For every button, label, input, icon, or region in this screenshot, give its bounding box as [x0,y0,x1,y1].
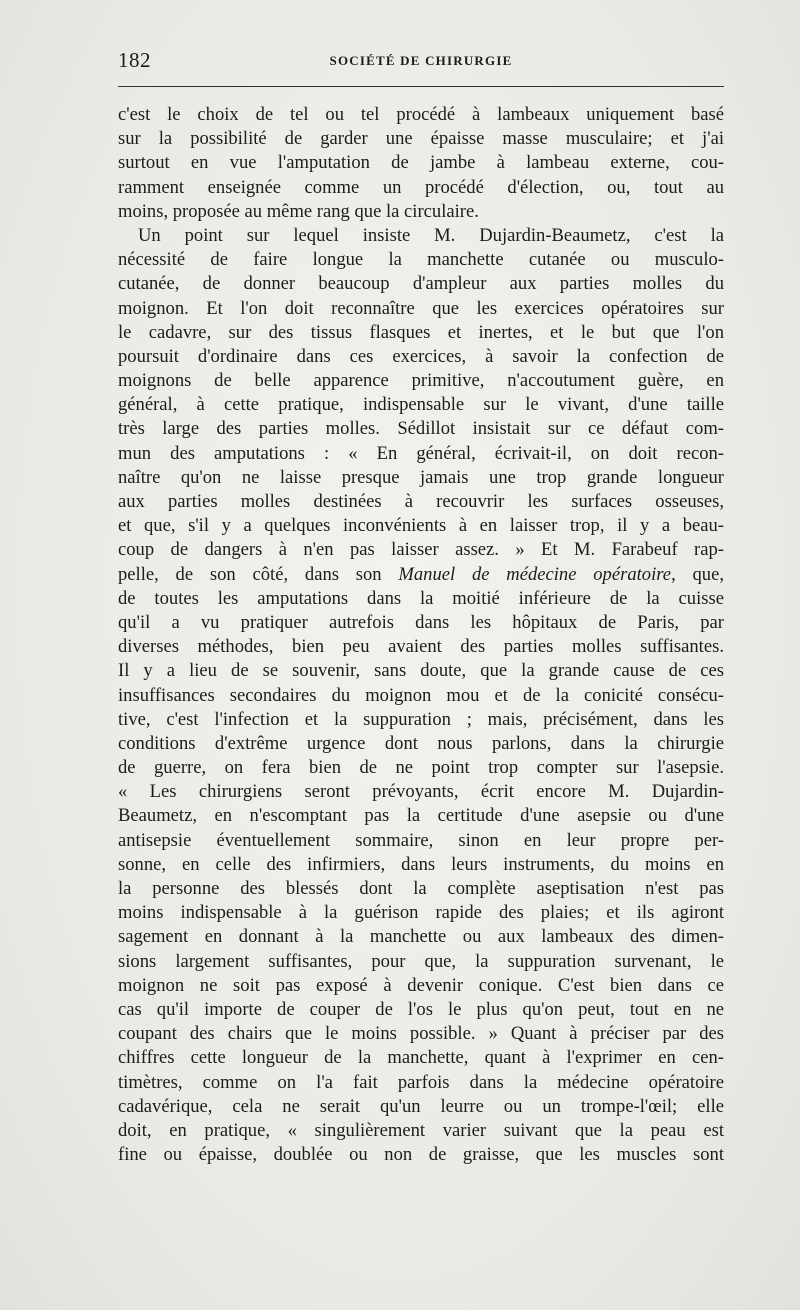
running-title: SOCIÉTÉ DE CHIRURGIE [329,53,513,68]
text-segment: pelle, de son côté, dans son [118,563,382,585]
text-line: ramment enseignée comme un procédé d'élection, ou, tout au [118,176,724,198]
text-line: diverses méthodes, bien peu avaient des parties molles suffisantes. [118,636,724,658]
body-text [118,103,724,1167]
text-line: cadavérique, cela ne serait qu'un leurre ou un trompe-l'œil; elle [118,1095,724,1117]
text-line: moignons de belle apparence primitive, n'accoutument guère, en [118,370,724,392]
text-line: sions largement suffisantes, pour que, la suppuration survenant, le [118,950,724,972]
text-line [118,563,724,587]
text-line: conditions d'extrême urgence dont nous parlons, dans la chirurgie [118,732,724,754]
text-line: mun des amputations : « En général, écrivait-il, on doit recon- [118,442,724,464]
text-line: chiffres cette longueur de la manchette, quant à l'exprimer en cen- [118,1047,724,1069]
text-line: moins indispensable à la guérison rapide des plaies; et ils agiront [118,902,724,924]
text-line: aux parties molles destinées à recouvrir les surfaces osseuses, [118,491,724,512]
header-rule [118,86,724,87]
text-line: très large des parties molles. Sédillot insistait sur ce défaut com- [118,418,724,440]
text-line: de toutes les amputations dans la moitié inférieure de la cuisse [118,587,724,609]
text-line: moignon. Et l'on doit reconnaître que les exercices opératoires sur [118,297,724,319]
text-line: insuffisances secondaires du moignon mou et de la conicité consécu- [118,684,724,706]
text-line: timètres, comme on l'a fait parfois dans la médecine opératoire [118,1071,724,1093]
text-line: coup de dangers à n'en pas laisser assez. » Et M. Farabeuf rap- [118,539,724,561]
text-line: Un point sur lequel insiste M. Dujardin-Beaumetz, c'est la [138,224,724,246]
text-line: cas qu'il importe de couper de l'os le plus qu'on peut, tout en ne [118,998,724,1020]
text-line: antisepsie éventuellement sommaire, sinon en leur propre per- [118,829,724,851]
page-header [118,48,724,72]
page-number: 182 [118,48,151,72]
text-line: Il y a lieu de se souvenir, sans doute, que la grande cause de ces [118,660,724,682]
text-line: général, à cette pratique, indispensable sur le vivant, d'une taille [118,394,724,416]
text-line: sur la possibilité de garder une épaisse masse musculaire; et j'ai [118,128,724,150]
text-line: naître qu'on ne laisse presque jamais une trop grande longueur [118,466,724,488]
text-line: moins, proposée au même rang que la circulaire. [118,200,479,222]
text-line: c'est le choix de tel ou tel procédé à lambeaux uniquement basé [118,104,724,125]
text-line: fine ou épaisse, doublée ou non de graisse, que les muscles sont [118,1144,724,1166]
text-line: nécessité de faire longue la manchette cutanée ou musculo- [118,249,724,271]
book-title: Manuel de médecine opératoire [398,563,672,585]
text-line: coupant des chairs que le moins possible. » Quant à préciser par des [118,1023,724,1045]
text-line: doit, en pratique, « singulièrement varier suivant que la peau est [118,1119,724,1141]
text-line: Beaumetz, en n'escomptant pas la certitude d'une asepsie ou d'une [118,805,724,827]
text-line: cutanée, de donner beaucoup d'ampleur aux parties molles du [118,273,724,295]
text-line: poursuit d'ordinaire dans ces exercices, à savoir la confection de [118,345,724,367]
text-line: de guerre, on fera bien de ne point trop compter sur l'asepsie. [118,757,724,779]
text-line: le cadavre, sur des tissus flasques et inertes, et le but que l'on [118,321,724,343]
text-line: et que, s'il y a quelques inconvénients à en laisser trop, il y a beau- [118,515,724,537]
text-line: surtout en vue l'amputation de jambe à lambeau externe, cou- [118,152,724,174]
text-line: tive, c'est l'infection et la suppuration ; mais, précisément, dans les [118,708,724,730]
text-line: sonne, en celle des infirmiers, dans leurs instruments, du moins en [118,853,724,875]
text-line: sagement en donnant à la manchette ou aux lambeaux des dimen- [118,926,724,948]
text-line: la personne des blessés dont la complète aseptisation n'est pas [118,878,724,899]
text-segment: , que, [671,563,724,585]
text-line: « Les chirurgiens seront prévoyants, écrit encore M. Dujardin- [118,781,724,803]
text-line: qu'il a vu pratiquer autrefois dans les hôpitaux de Paris, par [118,611,724,633]
text-line: moignon ne soit pas exposé à devenir conique. C'est bien dans ce [118,974,724,996]
